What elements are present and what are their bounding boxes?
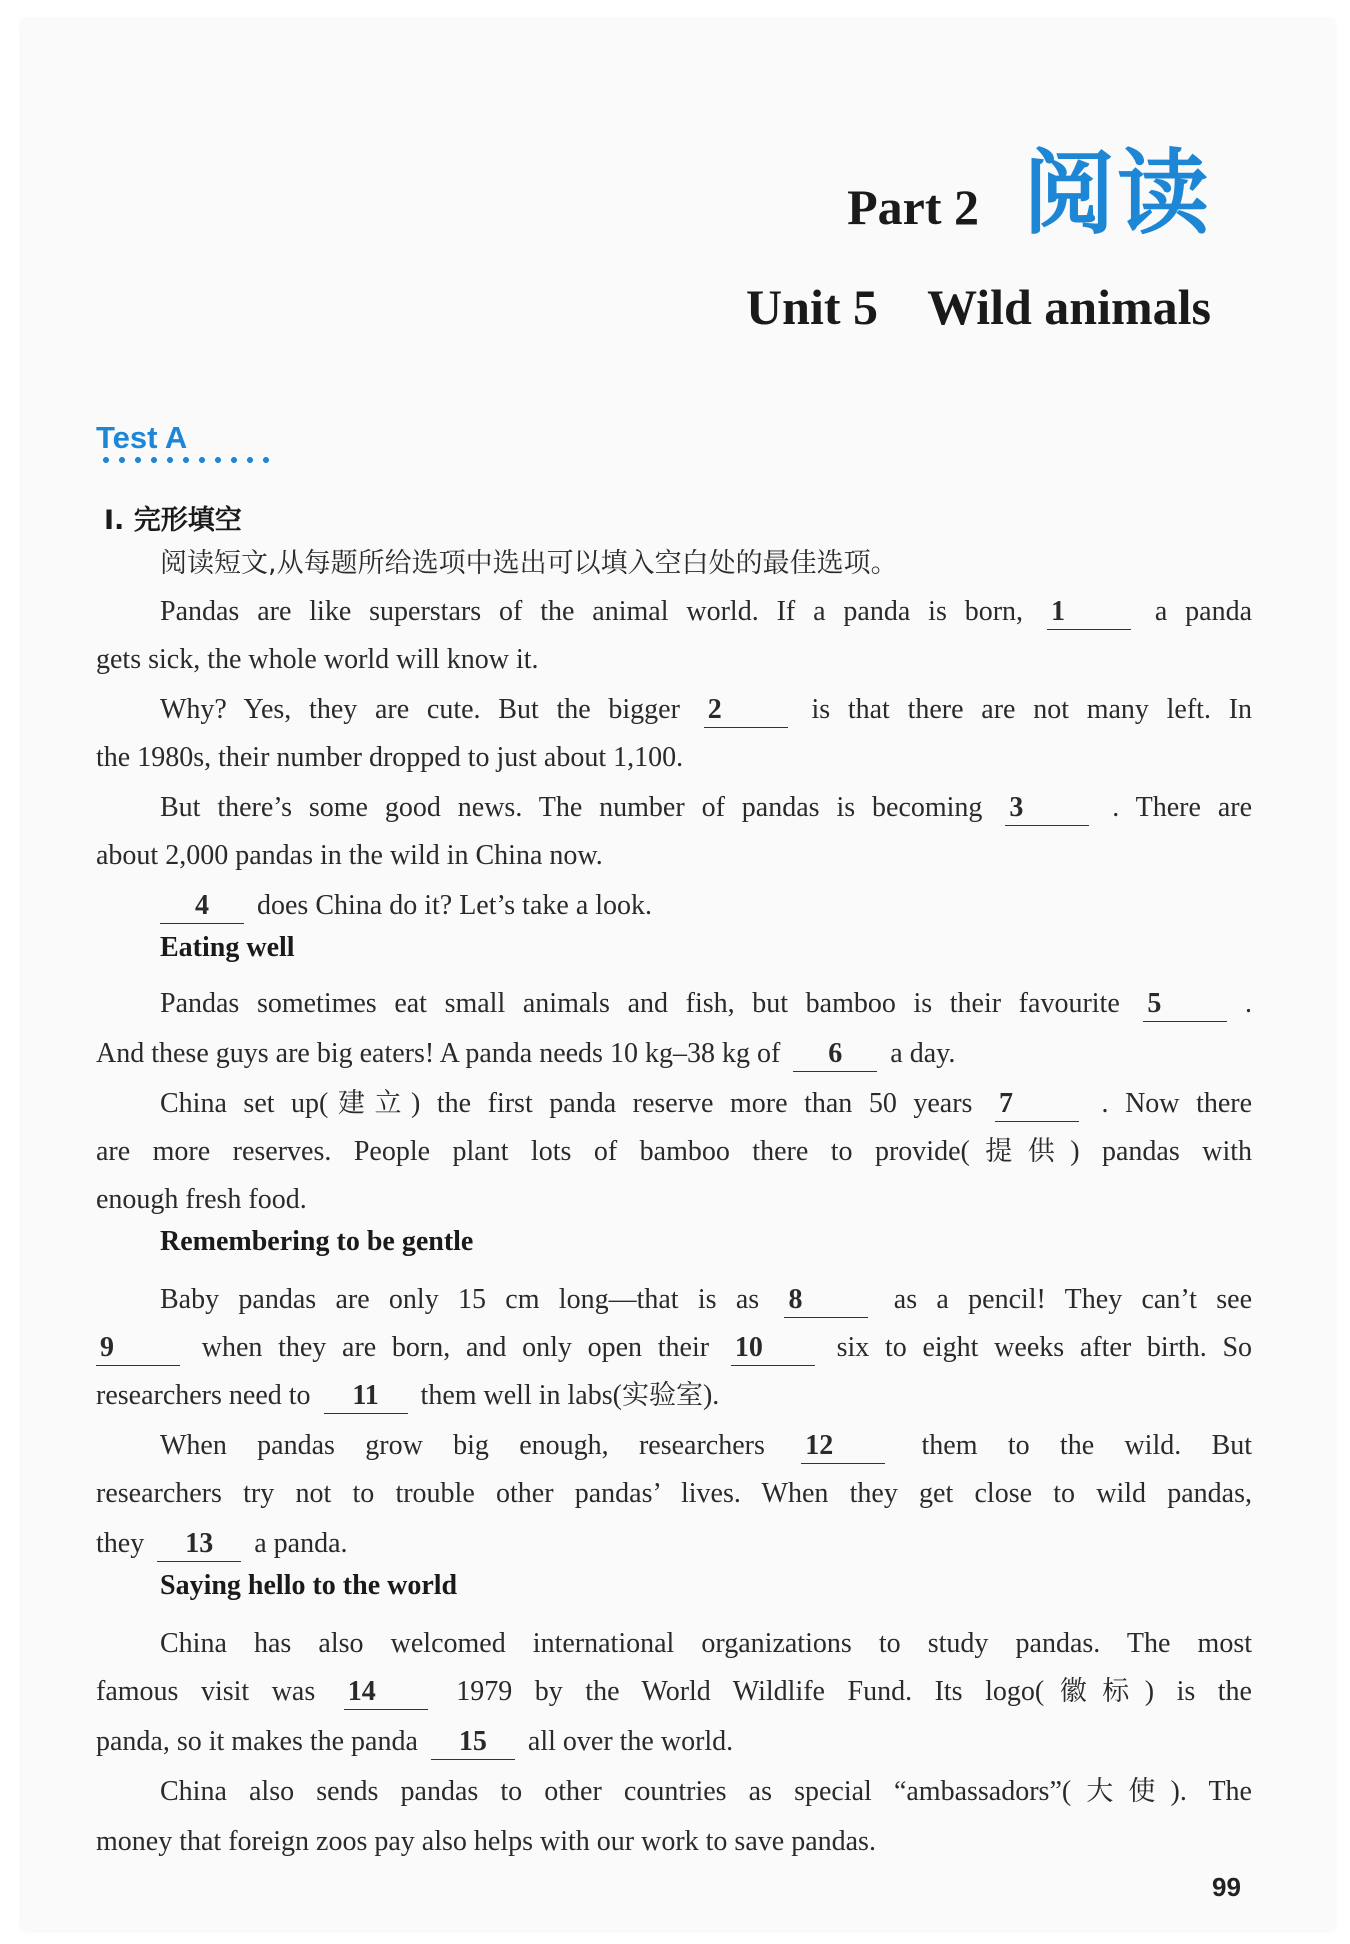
page-number: 99 xyxy=(1212,1872,1241,1902)
passage-line xyxy=(96,784,1252,832)
subheading-eating-well: Eating well xyxy=(160,932,295,963)
chinese-gloss: 实验室 xyxy=(621,1380,703,1411)
passage-line xyxy=(96,1422,1252,1470)
line-text: as a pencil! They can’t see xyxy=(893,1284,1253,1315)
blank-8: 8 xyxy=(784,1283,868,1318)
textbook-page xyxy=(22,20,1334,1930)
passage-line xyxy=(96,882,1252,930)
passage-line xyxy=(96,1768,1252,1816)
line-text: six to eight weeks after birth. So xyxy=(836,1332,1253,1363)
blank-11: 11 xyxy=(324,1379,408,1414)
passage-line: enough fresh food. xyxy=(96,1184,307,1215)
line-text: does China do it? Let’s take a look. xyxy=(257,890,653,921)
passage-line xyxy=(96,1718,1252,1766)
line-text: ) pandas with xyxy=(1070,1136,1252,1167)
line-text xyxy=(160,1088,972,1119)
line-text-part: ) the first panda reserve more than 50 years xyxy=(411,1088,973,1119)
blank-5: 5 xyxy=(1143,987,1227,1022)
line-text: a panda. xyxy=(254,1528,348,1559)
blank-14: 14 xyxy=(344,1675,428,1710)
line-text-part: China set up( xyxy=(160,1088,329,1119)
line-text: When pandas grow big enough, researchers xyxy=(160,1430,765,1461)
passage-line: the 1980s, their number dropped to just about 1,100. xyxy=(96,742,684,773)
line-text: Why? Yes, they are cute. But the bigger xyxy=(160,694,680,725)
blank-3: 3 xyxy=(1005,791,1089,826)
line-text: ). xyxy=(702,1380,720,1411)
line-text: Pandas are like superstars of the animal world. If a panda is born, xyxy=(160,596,1024,627)
chinese-gloss: 建立 xyxy=(328,1088,412,1119)
line-text: 1979 by the World Wildlife Fund. Its logo( xyxy=(456,1676,1045,1707)
line-text: when they are born, and only open their xyxy=(201,1332,710,1363)
line-text: Baby pandas are only 15 cm long—that is as xyxy=(160,1284,760,1315)
subheading-saying-hello: Saying hello to the world xyxy=(160,1570,458,1601)
passage-line xyxy=(96,1372,1252,1420)
passage-line xyxy=(96,1668,1252,1716)
line-text: them well in labs( xyxy=(420,1380,622,1411)
line-text: researchers need to xyxy=(96,1380,311,1411)
blank-1: 1 xyxy=(1047,595,1131,630)
passage-line: gets sick, the whole world will know it. xyxy=(96,644,539,675)
passage-line xyxy=(96,588,1252,636)
line-text: all over the world. xyxy=(527,1726,734,1757)
passage-line xyxy=(96,980,1252,1028)
line-text: ) is the xyxy=(1144,1676,1252,1707)
passage-line xyxy=(96,686,1252,734)
test-label-dots xyxy=(98,456,274,464)
passage-line: about 2,000 pandas in the wild in China now. xyxy=(96,840,603,871)
passage-line: money that foreign zoos pay also helps with our work to save pandas. xyxy=(96,1826,876,1857)
line-text: . xyxy=(1245,988,1252,1019)
part-label: Part 2 xyxy=(847,179,979,235)
test-label: Test A xyxy=(96,420,188,455)
blank-13: 13 xyxy=(157,1527,241,1562)
blank-6: 6 xyxy=(793,1037,877,1072)
line-text: ). The xyxy=(1170,1776,1252,1807)
passage-line xyxy=(96,1276,1252,1324)
passage-line xyxy=(96,1128,1252,1176)
subheading-remembering: Remembering to be gentle xyxy=(160,1226,474,1257)
chinese-gloss: 提供 xyxy=(969,1136,1071,1167)
line-text: . There are xyxy=(1112,792,1253,823)
line-text: Pandas sometimes eat small animals and fish, but bamboo is their favourite xyxy=(160,988,1120,1019)
line-text: panda, so it makes the panda xyxy=(96,1726,418,1757)
line-text: are more reserves. People plant lots of bamboo there to provide( xyxy=(96,1136,970,1167)
section-instruction: 阅读短文,从每题所给选项中选出可以填入空白处的最佳选项。 xyxy=(160,548,898,579)
unit-title: Unit 5 Wild animals xyxy=(746,279,1211,335)
blank-12: 12 xyxy=(801,1429,885,1464)
line-text: they xyxy=(96,1528,145,1559)
line-text: them to the wild. But xyxy=(921,1430,1253,1461)
passage-line xyxy=(96,1030,1252,1078)
line-text: China also sends pandas to other countries as special “ambassadors”( xyxy=(160,1776,1072,1807)
line-text: And these guys are big eaters! A panda needs 10 kg–38 kg of xyxy=(96,1038,781,1069)
blank-2: 2 xyxy=(704,693,788,728)
blank-15: 15 xyxy=(431,1725,515,1760)
line-text: But there’s some good news. The number of pandas is becoming xyxy=(160,792,983,823)
blank-4: 4 xyxy=(160,889,244,924)
blank-7: 7 xyxy=(995,1087,1079,1122)
blank-10: 10 xyxy=(731,1331,815,1366)
line-text: famous visit was xyxy=(96,1676,316,1707)
line-text: a panda xyxy=(1154,596,1252,627)
part-header xyxy=(847,140,1211,247)
passage-line xyxy=(96,1324,1252,1372)
passage-line: China has also welcomed international organizations to study pandas. The most xyxy=(160,1628,1252,1659)
line-text: a day. xyxy=(890,1038,956,1069)
passage-line xyxy=(96,1520,1252,1568)
passage-line xyxy=(96,1080,1252,1128)
chinese-gloss: 大使 xyxy=(1071,1776,1171,1807)
line-text: . Now there xyxy=(1101,1088,1253,1119)
section-heading: Ⅰ. 完形填空 xyxy=(104,505,242,536)
passage-line: researchers try not to trouble other pandas’ lives. When they get close to wild pandas, xyxy=(96,1478,1252,1509)
blank-9: 9 xyxy=(96,1331,180,1366)
chinese-gloss: 徽标 xyxy=(1044,1676,1145,1707)
part-chinese-title: 阅读 xyxy=(1022,140,1211,247)
line-text: is that there are not many left. In xyxy=(811,694,1253,725)
